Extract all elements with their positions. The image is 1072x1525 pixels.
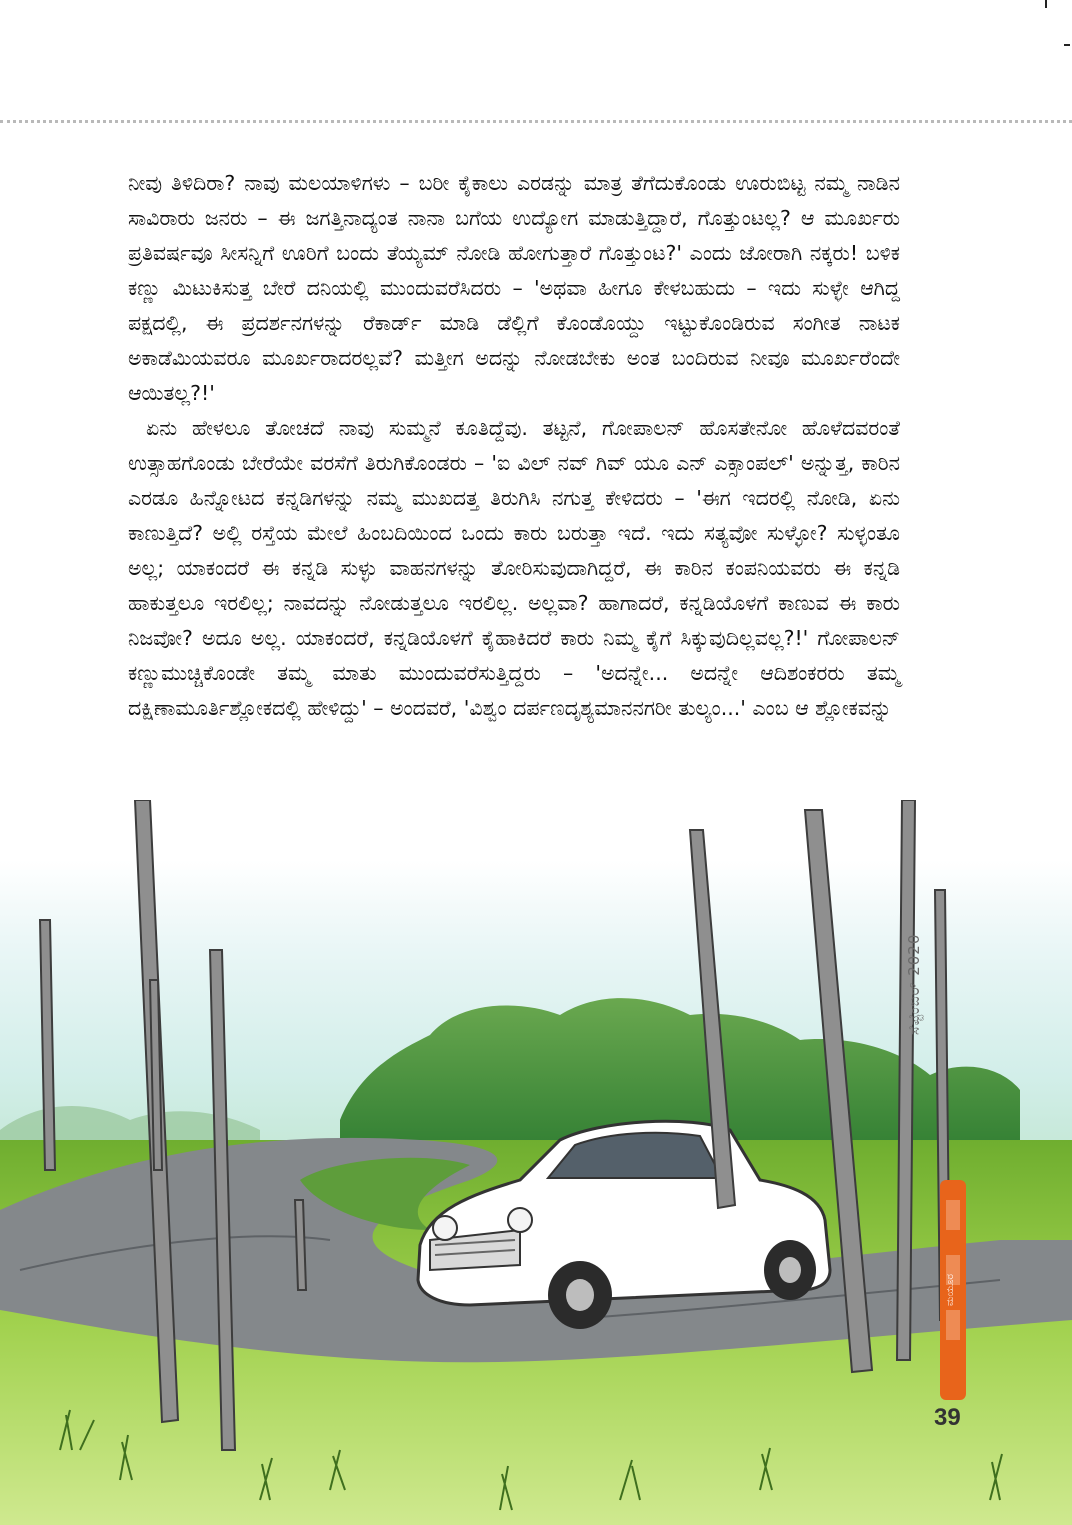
paragraph-1: ನೀವು ತಿಳಿದಿರಾ? ನಾವು ಮಲಯಾಳಿಗಳು – ಬರೀ ಕೈಕಾಲು ಎರಡನ್ನು ಮಾತ್ರ ತೆಗೆದುಕೊಂಡು ಊರುಬಿಟ್ಟ ನಮ್ಮ ನಾಡಿನ ಸಾವಿರಾರು ಜನರು – ಈ ಜಗತ್ತಿನಾದ್ಯಂತ ನಾನಾ ಬಗೆಯ ಉದ್ಯೋಗ ಮಾಡುತ್ತಿದ್ದಾರೆ, ಗೊತ್ತುಂಟಲ್ಲ? ಆ ಮೂರ್ಖರು ಪ್ರತಿವರ್ಷವೂ ಸೀಸನ್ನಿಗೆ ಊರಿಗೆ ಬಂದು ತೆಯ್ಯಮ್ ನೋಡಿ ಹೋಗುತ್ತಾರೆ ಗೊತ್ತುಂಟ?' ಎಂದು ಜೋರಾಗಿ ನಕ್ಕರು! ಬಳಿಕ ಕಣ್ಣು ಮಿಟುಕಿಸುತ್ತ ಬೇರೆ ದನಿಯಲ್ಲಿ ಮುಂದುವರೆಸಿದರು – 'ಅಥವಾ ಹೀಗೂ ಕೇಳಬಹುದು – ಇದು ಸುಳ್ಳೇ ಆಗಿದ್ದ ಪಕ್ಷದಲ್ಲಿ, ಈ ಪ್ರದರ್ಶನಗಳನ್ನು ರೆಕಾರ್ಡ್ ಮಾಡಿ ಡೆಲ್ಲಿಗೆ ಕೊಂಡೊಯ್ದು ಇಟ್ಟುಕೊಂಡಿರುವ ಸಂಗೀತ ನಾಟಕ ಅಕಾಡೆಮಿಯವರೂ ಮೂರ್ಖರಾದರಲ್ಲವೆ? ಮತ್ತೀಗ ಅದನ್ನು ನೋಡಬೇಕು ಅಂತ ಬಂದಿರುವ ನೀವೂ ಮೂರ್ಖರೆಂದೇ ಆಯಿತಲ್ಲ?!' [128, 171, 900, 405]
paragraph-2: ಏನು ಹೇಳಲೂ ತೋಚದೆ ನಾವು ಸುಮ್ಮನೆ ಕೂತಿದ್ದೆವು. ತಟ್ಟನೆ, ಗೋಪಾಲನ್ ಹೊಸತೇನೋ ಹೊಳೆದವರಂತೆ ಉತ್ಸಾಹಗೊಂಡು ಬೇರೆಯೇ ವರಸೆಗೆ ತಿರುಗಿಕೊಂಡರು – 'ಐ ವಿಲ್ ನವ್ ಗಿವ್ ಯೂ ಎನ್ ಎಕ್ಸಾಂಪಲ್' ಅನ್ನುತ್ತ, ಕಾರಿನ ಎರಡೂ ಹಿನ್ನೋಟದ ಕನ್ನಡಿಗಳನ್ನು ನಮ್ಮ ಮುಖದತ್ತ ತಿರುಗಿಸಿ ನಗುತ್ತ ಕೇಳಿದರು – 'ಈಗ ಇದರಲ್ಲಿ ನೋಡಿ, ಏನು ಕಾಣುತ್ತಿದೆ? ಅಲ್ಲಿ ರಸ್ತೆಯ ಮೇಲೆ ಹಿಂಬದಿಯಿಂದ ಒಂದು ಕಾರು ಬರುತ್ತಾ ಇದೆ. ಇದು ಸತ್ಯವೋ ಸುಳ್ಳೋ? ಸುಳ್ಳಂತೂ ಅಲ್ಲ; ಯಾಕಂದರೆ ಈ ಕನ್ನಡಿ ಸುಳ್ಳು ವಾಹನಗಳನ್ನು ತೋರಿಸುವುದಾಗಿದ್ದರೆ, ಈ ಕಾರಿನ ಕಂಪನಿಯವರು ಈ ಕನ್ನಡಿ ಹಾಕುತ್ತಲೂ ಇರಲಿಲ್ಲ; ನಾವದನ್ನು ನೋಡುತ್ತಲೂ ಇರಲಿಲ್ಲ. ಅಲ್ಲವಾ? ಹಾಗಾದರೆ, ಕನ್ನಡಿಯೊಳಗೆ ಕಾಣುವ ಈ ಕಾರು ನಿಜವೋ? ಅದೂ ಅಲ್ಲ. ಯಾಕಂದರೆ, ಕನ್ನಡಿಯೊಳಗೆ ಕೈಹಾಕಿದರೆ ಕಾರು ನಿಮ್ಮ ಕೈಗೆ ಸಿಕ್ಕುವುದಿಲ್ಲವಲ್ಲ?!' ಗೋಪಾಲನ್ ಕಣ್ಣುಮುಚ್ಚಿಕೊಂಡೇ ತಮ್ಮ ಮಾತು ಮುಂದುವರೆಸುತ್ತಿದ್ದರು – 'ಅದನ್ನೇ... ಅದನ್ನೇ ಆದಿಶಂಕರರು ತಮ್ಮ ದಕ್ಷಿಣಾಮೂರ್ತಿಶ್ಲೋಕದಲ್ಲಿ ಹೇಳಿದ್ದು' – ಅಂದವರೆ, 'ವಿಶ್ವಂ ದರ್ಪಣದೃಶ್ಯಮಾನನಗರೀ ತುಲ್ಯಂ...' ಎಂಬ ಆ ಶ್ಲೋಕವನ್ನು [128, 416, 900, 720]
page-number: 39 [934, 1404, 961, 1431]
crop-mark-right [1064, 44, 1070, 46]
header-divider [0, 120, 1072, 123]
magazine-logo [938, 1180, 968, 1400]
article-body [128, 166, 900, 726]
issue-date-label: ಸೆಪ್ಟೆಂಬರ್ 2020 [905, 933, 923, 1035]
road-car-illustration [0, 800, 1072, 1525]
magazine-name: ಮಯೂರ [945, 1274, 956, 1306]
crop-mark-top-right [1045, 0, 1047, 8]
